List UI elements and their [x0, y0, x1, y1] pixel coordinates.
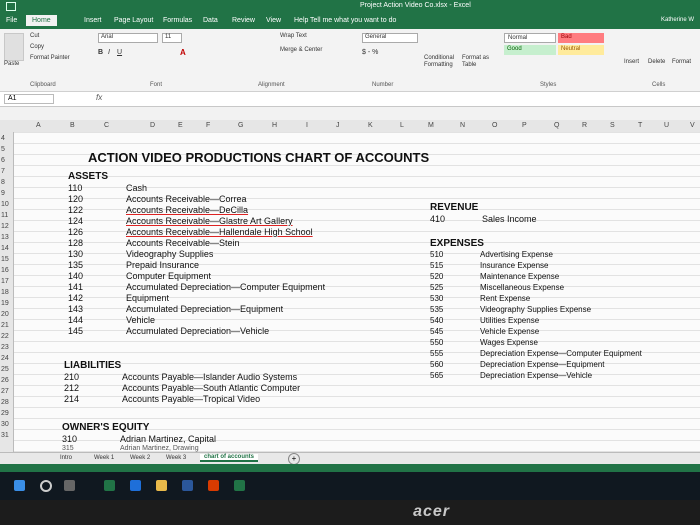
- account-name[interactable]: Advertising Expense: [480, 250, 553, 259]
- account-number[interactable]: 135: [68, 260, 84, 270]
- account-number[interactable]: 530: [430, 294, 444, 303]
- column-header[interactable]: F: [206, 122, 211, 129]
- account-name[interactable]: Insurance Expense: [480, 261, 549, 270]
- excel-taskbar-icon[interactable]: [104, 480, 115, 491]
- column-header[interactable]: A: [36, 122, 41, 129]
- account-number[interactable]: 210: [64, 372, 80, 382]
- account-name[interactable]: Accounts Payable—South Atlantic Computer: [122, 383, 301, 393]
- column-header[interactable]: G: [238, 122, 244, 129]
- save-icon[interactable]: [6, 2, 16, 11]
- account-name[interactable]: Accounts Receivable—Stein: [126, 238, 240, 248]
- account-name[interactable]: Adrian Martinez, Capital: [120, 434, 217, 444]
- account-number[interactable]: 510: [430, 250, 444, 259]
- alignment-group-label: Alignment: [258, 82, 285, 88]
- account-number[interactable]: 143: [68, 304, 84, 314]
- title-bar: [0, 0, 700, 14]
- styles-group-label: Styles: [540, 82, 557, 88]
- row-header[interactable]: 16: [1, 267, 9, 274]
- bold-button[interactable]: B: [98, 49, 104, 56]
- account-number[interactable]: 130: [68, 249, 84, 259]
- account-name[interactable]: Computer Equipment: [126, 271, 212, 281]
- column-header[interactable]: L: [400, 122, 404, 129]
- row-header[interactable]: 27: [1, 388, 9, 395]
- expenses-header[interactable]: EXPENSES: [430, 238, 484, 249]
- account-name[interactable]: Depreciation Expense—Computer Equipment: [480, 349, 642, 358]
- number-format-select[interactable]: General: [362, 33, 418, 43]
- account-name[interactable]: Accumulated Depreciation—Computer Equipment: [126, 282, 326, 292]
- column-header[interactable]: N: [460, 122, 466, 129]
- row-header[interactable]: 29: [1, 410, 9, 417]
- column-header[interactable]: E: [178, 122, 183, 129]
- account-name[interactable]: Accumulated Depreciation—Equipment: [126, 304, 284, 314]
- account-name[interactable]: Accounts Receivable—Glastre Art Gallery: [126, 216, 293, 226]
- row-header[interactable]: 7: [1, 168, 5, 175]
- account-number[interactable]: 140: [68, 271, 84, 281]
- account-number[interactable]: 212: [64, 383, 80, 393]
- row-header[interactable]: 11: [1, 212, 9, 219]
- account-name[interactable]: Accounts Payable—Tropical Video: [122, 394, 261, 404]
- column-header[interactable]: K: [368, 122, 373, 129]
- taskbar: [0, 472, 700, 500]
- account-name[interactable]: Vehicle Expense: [480, 327, 540, 336]
- format-cells-button[interactable]: Format: [672, 59, 692, 65]
- search-icon[interactable]: [40, 480, 52, 492]
- style-bad[interactable]: Bad: [558, 33, 604, 43]
- conditional-formatting-button[interactable]: Conditional Formatting: [424, 55, 455, 68]
- window-title: Project Action Video Co.xlsx - Excel: [360, 2, 471, 9]
- row-header[interactable]: 8: [1, 179, 5, 186]
- sheet-tab-week1[interactable]: Week 1: [94, 455, 115, 461]
- laptop-bezel: [0, 500, 700, 525]
- account-number[interactable]: 525: [430, 283, 444, 292]
- account-number[interactable]: 124: [68, 216, 84, 226]
- tab-review[interactable]: Review: [232, 17, 255, 24]
- number-group-label: Number: [372, 82, 394, 88]
- insert-cells-button[interactable]: Insert: [624, 59, 640, 65]
- account-number[interactable]: 144: [68, 315, 84, 325]
- row-header[interactable]: 12: [1, 223, 9, 230]
- revenue-header[interactable]: REVENUE: [430, 202, 479, 213]
- column-header[interactable]: B: [70, 122, 75, 129]
- row-header[interactable]: 30: [1, 421, 9, 428]
- app-icon[interactable]: [182, 480, 193, 491]
- tab-data[interactable]: Data: [203, 17, 218, 24]
- row-header[interactable]: 22: [1, 333, 9, 340]
- copy-button[interactable]: Copy: [30, 44, 45, 50]
- style-neutral[interactable]: Neutral: [558, 45, 604, 55]
- account-name[interactable]: Equipment: [126, 293, 170, 303]
- ribbon: [0, 29, 700, 92]
- account-number[interactable]: 545: [430, 327, 444, 336]
- row-header[interactable]: 5: [1, 146, 5, 153]
- cut-button[interactable]: Cut: [30, 33, 40, 39]
- tab-insert[interactable]: Insert: [84, 17, 102, 24]
- tab-view[interactable]: View: [266, 17, 282, 24]
- name-box[interactable]: A1: [4, 94, 54, 104]
- clipboard-group-label: Clipboard: [30, 82, 56, 88]
- column-header[interactable]: T: [638, 122, 643, 129]
- sheet-tab-chart-of-accounts[interactable]: chart of accounts: [200, 454, 258, 462]
- row-header[interactable]: 17: [1, 278, 9, 285]
- account-name[interactable]: Accounts Payable—Islander Audio Systems: [122, 372, 298, 382]
- app-icon[interactable]: [208, 480, 219, 491]
- column-header[interactable]: C: [104, 122, 110, 129]
- account-number[interactable]: 120: [68, 194, 84, 204]
- italic-button[interactable]: I: [108, 49, 110, 56]
- account-name[interactable]: Maintenance Expense: [480, 272, 560, 281]
- account-name[interactable]: Depreciation Expense—Equipment: [480, 360, 605, 369]
- add-sheet-icon[interactable]: +: [288, 453, 300, 465]
- merge-center-button[interactable]: Merge & Center: [280, 47, 323, 53]
- account-number[interactable]: 550: [430, 338, 444, 347]
- column-header[interactable]: R: [582, 122, 588, 129]
- column-header[interactable]: O: [492, 122, 498, 129]
- account-number[interactable]: 410: [430, 214, 446, 224]
- account-name[interactable]: Sales Income: [482, 214, 537, 224]
- account-name[interactable]: Miscellaneous Expense: [480, 283, 565, 292]
- account-number[interactable]: 142: [68, 293, 84, 303]
- assets-header[interactable]: ASSETS: [68, 171, 109, 182]
- fx-icon[interactable]: fx: [96, 93, 103, 102]
- tab-home[interactable]: Home: [26, 15, 57, 26]
- row-header[interactable]: 24: [1, 355, 9, 362]
- account-number[interactable]: 540: [430, 316, 444, 325]
- paste-icon[interactable]: [4, 33, 24, 61]
- row-header[interactable]: 23: [1, 344, 9, 351]
- sheet-tab-week2[interactable]: Week 2: [130, 455, 151, 461]
- account-name[interactable]: Accounts Receivable—DeCilla: [126, 205, 249, 215]
- row-header[interactable]: 31: [1, 432, 9, 439]
- row-headers: [0, 132, 14, 452]
- tab-formulas[interactable]: Formulas: [163, 17, 193, 24]
- formula-bar: [0, 92, 700, 107]
- account-number[interactable]: 126: [68, 227, 84, 237]
- account-name[interactable]: Cash: [126, 183, 148, 193]
- row-header[interactable]: 14: [1, 245, 9, 252]
- paste-button[interactable]: Paste: [4, 61, 20, 67]
- account-number[interactable]: 141: [68, 282, 84, 292]
- account-name[interactable]: Accumulated Depreciation—Vehicle: [126, 326, 270, 336]
- ribbon-tabs: [0, 14, 700, 29]
- cells-group-label: Cells: [652, 82, 666, 88]
- account-number[interactable]: 560: [430, 360, 444, 369]
- column-header[interactable]: M: [428, 122, 434, 129]
- account-number[interactable]: 310: [62, 434, 78, 444]
- bezel-brand-logo: acer: [413, 503, 450, 520]
- row-header[interactable]: 20: [1, 311, 9, 318]
- tell-me-search[interactable]: Tell me what you want to do: [310, 17, 397, 24]
- tab-page-layout[interactable]: Page Layout: [114, 17, 154, 24]
- account-name[interactable]: Vehicle: [126, 315, 156, 325]
- account-name[interactable]: Wages Expense: [480, 338, 538, 347]
- column-header[interactable]: I: [306, 122, 308, 129]
- row-header[interactable]: 4: [1, 135, 5, 142]
- format-painter-button[interactable]: Format Painter: [30, 55, 70, 61]
- account-name[interactable]: Rent Expense: [480, 294, 531, 303]
- account-number[interactable]: 122: [68, 205, 84, 215]
- account-number[interactable]: 128: [68, 238, 84, 248]
- wrap-text-button[interactable]: Wrap Text: [280, 33, 307, 39]
- account-name[interactable]: Prepaid Insurance: [126, 260, 200, 270]
- style-good[interactable]: Good: [504, 45, 556, 55]
- font-group-label: Font: [150, 82, 163, 88]
- column-header[interactable]: H: [272, 122, 278, 129]
- file-explorer-icon[interactable]: [156, 480, 167, 491]
- row-header[interactable]: 6: [1, 157, 5, 164]
- app-icon[interactable]: [234, 480, 245, 491]
- row-header[interactable]: 18: [1, 289, 9, 296]
- font-name-select[interactable]: Arial: [98, 33, 158, 43]
- account-number[interactable]: 315: [62, 445, 74, 452]
- row-header[interactable]: 9: [1, 190, 5, 197]
- account-number[interactable]: 565: [430, 371, 444, 380]
- column-header[interactable]: S: [610, 122, 615, 129]
- style-normal[interactable]: Normal: [504, 33, 556, 43]
- account-number[interactable]: 214: [64, 394, 80, 404]
- account-name[interactable]: Videography Supplies: [126, 249, 214, 259]
- task-view-icon[interactable]: [64, 480, 75, 491]
- account-name[interactable]: Accounts Receivable—Hallendale High School: [126, 227, 313, 237]
- edge-icon[interactable]: [130, 480, 141, 491]
- account-number[interactable]: 555: [430, 349, 444, 358]
- row-header[interactable]: 25: [1, 366, 9, 373]
- tab-file[interactable]: File: [6, 17, 18, 24]
- row-header[interactable]: 28: [1, 399, 9, 406]
- row-header[interactable]: 21: [1, 322, 9, 329]
- row-header[interactable]: 26: [1, 377, 9, 384]
- account-name[interactable]: Depreciation Expense—Vehicle: [480, 371, 593, 380]
- account-number[interactable]: 110: [68, 183, 83, 193]
- tab-help[interactable]: Help: [294, 17, 309, 24]
- worksheet-grid[interactable]: [14, 132, 700, 452]
- account-name[interactable]: Adrian Martinez, Drawing: [120, 445, 199, 452]
- account-number[interactable]: 535: [430, 305, 444, 314]
- delete-cells-button[interactable]: Delete: [648, 59, 666, 65]
- font-color-icon[interactable]: A: [180, 48, 186, 57]
- windows-start-icon[interactable]: [14, 480, 25, 491]
- account-name[interactable]: Accounts Receivable—Correa: [126, 194, 247, 204]
- sheet-tab-intro[interactable]: Intro: [60, 455, 73, 461]
- equity-header[interactable]: OWNER'S EQUITY: [62, 422, 150, 433]
- account-number[interactable]: 520: [430, 272, 444, 281]
- sheet-title[interactable]: ACTION VIDEO PRODUCTIONS CHART OF ACCOUNTS: [88, 150, 430, 165]
- font-size-select[interactable]: 11: [162, 33, 182, 43]
- column-header[interactable]: V: [690, 122, 695, 129]
- column-header[interactable]: Q: [554, 122, 560, 129]
- liabilities-header[interactable]: LIABILITIES: [64, 360, 122, 371]
- row-header[interactable]: 10: [1, 201, 9, 208]
- account-name[interactable]: Videography Supplies Expense: [480, 305, 592, 314]
- currency-button[interactable]: $ - %: [362, 49, 379, 56]
- row-header[interactable]: 13: [1, 234, 9, 241]
- user-name[interactable]: Katherine W: [660, 17, 694, 23]
- format-as-table-button[interactable]: Format as Table: [462, 55, 490, 68]
- column-header[interactable]: J: [336, 122, 340, 129]
- column-header[interactable]: D: [150, 122, 156, 129]
- account-name[interactable]: Utilities Expense: [480, 316, 540, 325]
- status-bar: [0, 464, 700, 472]
- row-header[interactable]: 19: [1, 300, 9, 307]
- account-number[interactable]: 515: [430, 261, 444, 270]
- underline-button[interactable]: U: [117, 49, 123, 56]
- column-header[interactable]: U: [664, 122, 670, 129]
- column-header[interactable]: P: [522, 122, 527, 129]
- row-header[interactable]: 15: [1, 256, 9, 263]
- sheet-tab-week3[interactable]: Week 3: [166, 455, 187, 461]
- account-number[interactable]: 145: [68, 326, 84, 336]
